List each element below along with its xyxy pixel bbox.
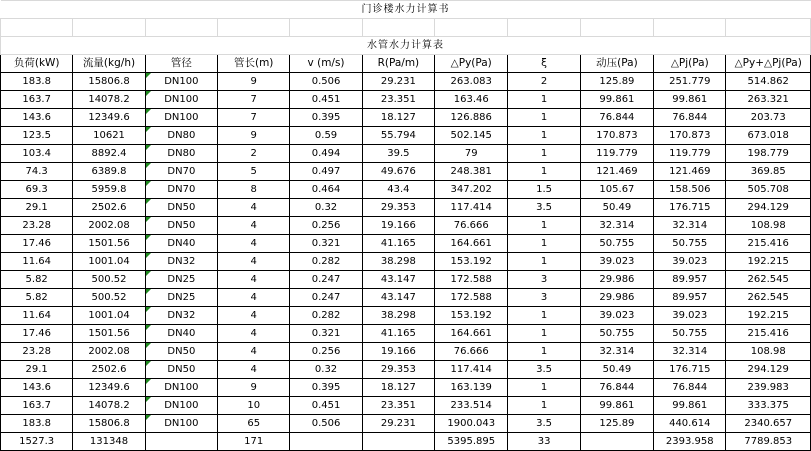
cell-xi[interactable]: 1 — [508, 397, 580, 415]
cell-pipe-length[interactable]: 4 — [218, 325, 290, 343]
cell-total[interactable]: 514.862 — [726, 73, 811, 91]
table-row — [1, 379, 811, 397]
cell-pipe-size[interactable]: DN25 — [145, 289, 217, 307]
cell-load[interactable]: 103.4 — [1, 145, 73, 163]
cell-flow[interactable]: 2502.6 — [73, 361, 145, 379]
header-dpj[interactable]: △Pj(Pa) — [654, 55, 726, 73]
cell-dynamic-pressure[interactable]: 32.314 — [580, 217, 653, 235]
cell-load[interactable]: 183.8 — [1, 415, 73, 433]
cell-load[interactable]: 5.82 — [1, 289, 73, 307]
cell-dpj[interactable]: 170.873 — [654, 127, 726, 145]
cell-flow[interactable]: 8892.4 — [73, 145, 145, 163]
header-velocity[interactable]: v (m/s) — [290, 55, 362, 73]
cell-flow[interactable]: 2002.08 — [73, 343, 145, 361]
cell-xi[interactable]: 1 — [508, 127, 580, 145]
cell-pipe-length[interactable]: 9 — [218, 73, 290, 91]
cell-friction[interactable]: 43.4 — [362, 181, 434, 199]
cell-dynamic-pressure[interactable]: 119.779 — [580, 145, 653, 163]
cell-total[interactable]: 505.708 — [726, 181, 811, 199]
cell-xi[interactable]: 1 — [508, 109, 580, 127]
table-row — [1, 289, 811, 307]
cell-velocity[interactable]: 0.395 — [290, 109, 362, 127]
cell-load[interactable]: 17.46 — [1, 325, 73, 343]
cell-xi[interactable]: 1 — [508, 379, 580, 397]
total-flow[interactable]: 131348 — [73, 433, 145, 451]
cell-xi[interactable]: 1 — [508, 163, 580, 181]
cell-pipe-size[interactable]: DN80 — [145, 127, 217, 145]
cell-dpj[interactable]: 76.844 — [654, 379, 726, 397]
cell-flow[interactable]: 500.52 — [73, 289, 145, 307]
cell-velocity[interactable]: 0.451 — [290, 91, 362, 109]
cell-pipe-size[interactable]: DN40 — [145, 325, 217, 343]
header-total[interactable]: △Py+△Pj(Pa) — [726, 55, 811, 73]
cell-dpj[interactable]: 39.023 — [654, 307, 726, 325]
cell-flow[interactable]: 14078.2 — [73, 397, 145, 415]
cell-dpj[interactable]: 32.314 — [654, 343, 726, 361]
cell-friction[interactable]: 43.147 — [362, 289, 434, 307]
cell-pipe-length[interactable]: 4 — [218, 307, 290, 325]
cell-dpy[interactable]: 117.414 — [435, 199, 508, 217]
total-dpj[interactable]: 2393.958 — [654, 433, 726, 451]
cell-dpj[interactable]: 176.715 — [654, 199, 726, 217]
cell-velocity[interactable]: 0.494 — [290, 145, 362, 163]
cell-dpj[interactable]: 32.314 — [654, 217, 726, 235]
cell-pipe-size[interactable]: DN32 — [145, 307, 217, 325]
cell-load[interactable]: 143.6 — [1, 379, 73, 397]
cell-friction[interactable]: 23.351 — [362, 397, 434, 415]
cell-xi[interactable]: 3 — [508, 271, 580, 289]
cell-friction[interactable]: 19.166 — [362, 217, 434, 235]
cell-pipe-length[interactable]: 4 — [218, 235, 290, 253]
cell-total[interactable]: 369.85 — [726, 163, 811, 181]
cell-dynamic-pressure[interactable]: 29.986 — [580, 271, 653, 289]
table-row — [1, 199, 811, 217]
cell-load[interactable]: 11.64 — [1, 307, 73, 325]
cell-dynamic-pressure[interactable]: 32.314 — [580, 343, 653, 361]
cell-dpy[interactable]: 153.192 — [435, 307, 508, 325]
cell-xi[interactable]: 1 — [508, 145, 580, 163]
cell-dpy[interactable]: 163.46 — [435, 91, 508, 109]
cell-load[interactable]: 11.64 — [1, 253, 73, 271]
cell-dpj[interactable]: 89.957 — [654, 289, 726, 307]
cell-flow[interactable]: 500.52 — [73, 271, 145, 289]
cell-flow[interactable]: 15806.8 — [73, 73, 145, 91]
cell-pipe-size[interactable]: DN80 — [145, 145, 217, 163]
table-row — [1, 361, 811, 379]
table-row — [1, 145, 811, 163]
cell-dynamic-pressure[interactable]: 99.861 — [580, 91, 653, 109]
cell-dynamic-pressure[interactable]: 125.89 — [580, 73, 653, 91]
cell-velocity[interactable]: 0.32 — [290, 199, 362, 217]
cell-xi[interactable]: 1 — [508, 307, 580, 325]
table-row — [1, 415, 811, 433]
cell-xi[interactable]: 1 — [508, 325, 580, 343]
cell-dpj[interactable]: 89.957 — [654, 271, 726, 289]
cell-pipe-length[interactable]: 2 — [218, 145, 290, 163]
cell-pipe-length[interactable]: 5 — [218, 163, 290, 181]
cell-pipe-size[interactable]: DN50 — [145, 361, 217, 379]
cell-dpj[interactable]: 50.755 — [654, 325, 726, 343]
table-row — [1, 235, 811, 253]
cell-dpj[interactable]: 39.023 — [654, 253, 726, 271]
cell-dpy[interactable]: 76.666 — [435, 343, 508, 361]
cell-pipe-size[interactable]: DN100 — [145, 91, 217, 109]
cell-pipe-size[interactable]: DN25 — [145, 271, 217, 289]
cell-xi[interactable]: 1.5 — [508, 181, 580, 199]
cell-flow[interactable]: 1001.04 — [73, 307, 145, 325]
cell-dpj[interactable]: 50.755 — [654, 235, 726, 253]
cell-pipe-size[interactable]: DN70 — [145, 181, 217, 199]
cell-friction[interactable]: 39.5 — [362, 145, 434, 163]
cell-pipe-length[interactable]: 7 — [218, 109, 290, 127]
cell-dynamic-pressure[interactable]: 99.861 — [580, 397, 653, 415]
cell-dpj[interactable]: 99.861 — [654, 397, 726, 415]
cell-velocity[interactable]: 0.256 — [290, 343, 362, 361]
cell-velocity[interactable]: 0.256 — [290, 217, 362, 235]
cell-dpj[interactable]: 76.844 — [654, 109, 726, 127]
cell-velocity[interactable]: 0.395 — [290, 379, 362, 397]
cell-pipe-length[interactable]: 4 — [218, 217, 290, 235]
cell-friction[interactable]: 18.127 — [362, 109, 434, 127]
cell-pipe-size[interactable]: DN100 — [145, 73, 217, 91]
cell-total[interactable]: 262.545 — [726, 271, 811, 289]
cell-dpy[interactable]: 117.414 — [435, 361, 508, 379]
cell-pipe-size[interactable]: DN50 — [145, 343, 217, 361]
cell-dynamic-pressure[interactable]: 121.469 — [580, 163, 653, 181]
cell-pipe-size[interactable]: DN50 — [145, 199, 217, 217]
cell-pipe-length[interactable]: 4 — [218, 343, 290, 361]
cell-friction[interactable]: 38.298 — [362, 307, 434, 325]
table-row — [1, 307, 811, 325]
table-row — [1, 127, 811, 145]
cell-friction[interactable]: 38.298 — [362, 253, 434, 271]
header-load[interactable]: 负荷(kW) — [1, 55, 73, 73]
cell-flow[interactable]: 12349.6 — [73, 109, 145, 127]
cell-dpy[interactable]: 1900.043 — [435, 415, 508, 433]
cell-friction[interactable]: 29.353 — [362, 199, 434, 217]
cell-velocity[interactable]: 0.282 — [290, 307, 362, 325]
cell-velocity[interactable]: 0.321 — [290, 325, 362, 343]
cell-dpy[interactable]: 172.588 — [435, 289, 508, 307]
cell-dynamic-pressure[interactable]: 29.986 — [580, 289, 653, 307]
header-dpy[interactable]: △Py(Pa) — [435, 55, 508, 73]
table-row — [1, 343, 811, 361]
cell-load[interactable]: 163.7 — [1, 397, 73, 415]
cell-dynamic-pressure[interactable]: 76.844 — [580, 379, 653, 397]
cell-total[interactable]: 215.416 — [726, 235, 811, 253]
cell-velocity[interactable]: 0.32 — [290, 361, 362, 379]
cell-load[interactable]: 163.7 — [1, 91, 73, 109]
header-dynamic-pressure[interactable]: 动压(Pa) — [580, 55, 653, 73]
cell-load[interactable]: 69.3 — [1, 181, 73, 199]
cell-pipe-length[interactable]: 65 — [218, 415, 290, 433]
cell-dpj[interactable]: 158.506 — [654, 181, 726, 199]
cell-dynamic-pressure[interactable]: 105.67 — [580, 181, 653, 199]
cell-total[interactable]: 294.129 — [726, 199, 811, 217]
cell-velocity[interactable]: 0.247 — [290, 289, 362, 307]
cell-flow[interactable]: 15806.8 — [73, 415, 145, 433]
header-friction[interactable]: R(Pa/m) — [362, 55, 434, 73]
cell-flow[interactable]: 1501.56 — [73, 325, 145, 343]
cell-xi[interactable]: 2 — [508, 73, 580, 91]
cell-pipe-length[interactable]: 8 — [218, 181, 290, 199]
total-pipe-length[interactable]: 171 — [218, 433, 290, 451]
table-row — [1, 73, 811, 91]
cell-pipe-size[interactable]: DN100 — [145, 379, 217, 397]
cell-dpy[interactable]: 164.661 — [435, 325, 508, 343]
cell-pipe-length[interactable]: 9 — [218, 127, 290, 145]
cell-xi[interactable]: 1 — [508, 91, 580, 109]
total-total[interactable]: 7789.853 — [726, 433, 811, 451]
cell-load[interactable]: 23.28 — [1, 343, 73, 361]
cell-dpy[interactable]: 172.588 — [435, 271, 508, 289]
cell-velocity[interactable]: 0.506 — [290, 415, 362, 433]
header-row — [1, 55, 811, 73]
cell-friction[interactable]: 55.794 — [362, 127, 434, 145]
cell-friction[interactable]: 43.147 — [362, 271, 434, 289]
cell-dpy[interactable]: 153.192 — [435, 253, 508, 271]
cell-total[interactable]: 215.416 — [726, 325, 811, 343]
total-load[interactable]: 1527.3 — [1, 433, 73, 451]
cell-total[interactable]: 2340.657 — [726, 415, 811, 433]
cell-pipe-size[interactable]: DN70 — [145, 163, 217, 181]
cell-dpj[interactable]: 251.779 — [654, 73, 726, 91]
table-row — [1, 397, 811, 415]
cell-pipe-length[interactable]: 4 — [218, 361, 290, 379]
cell-load[interactable]: 5.82 — [1, 271, 73, 289]
cell-flow[interactable]: 6389.8 — [73, 163, 145, 181]
cell-dpj[interactable]: 99.861 — [654, 91, 726, 109]
cell-total[interactable]: 203.73 — [726, 109, 811, 127]
cell-xi[interactable]: 3 — [508, 289, 580, 307]
header-pipe-length[interactable]: 管长(m) — [218, 55, 290, 73]
cell-friction[interactable]: 29.353 — [362, 361, 434, 379]
cell-flow[interactable]: 2502.6 — [73, 199, 145, 217]
cell-load[interactable]: 23.28 — [1, 217, 73, 235]
cell-total[interactable]: 673.018 — [726, 127, 811, 145]
cell-dpj[interactable]: 176.715 — [654, 361, 726, 379]
cell-flow[interactable]: 5959.8 — [73, 181, 145, 199]
header-flow[interactable]: 流量(kg/h) — [73, 55, 145, 73]
cell-dpy[interactable]: 347.202 — [435, 181, 508, 199]
cell-load[interactable]: 183.8 — [1, 73, 73, 91]
cell-load[interactable]: 29.1 — [1, 361, 73, 379]
cell-total[interactable]: 108.98 — [726, 217, 811, 235]
cell-velocity[interactable]: 0.321 — [290, 235, 362, 253]
cell-pipe-length[interactable]: 4 — [218, 253, 290, 271]
cell-dpy[interactable]: 248.381 — [435, 163, 508, 181]
total-dpy[interactable]: 5395.895 — [435, 433, 508, 451]
cell-pipe-length[interactable]: 9 — [218, 379, 290, 397]
cell-total[interactable]: 262.545 — [726, 289, 811, 307]
cell-velocity[interactable]: 0.59 — [290, 127, 362, 145]
sheet-title[interactable]: 门诊楼水力计算书 — [1, 1, 811, 19]
table-row — [1, 217, 811, 235]
cell-xi[interactable]: 3.5 — [508, 415, 580, 433]
cell-load[interactable]: 29.1 — [1, 199, 73, 217]
cell-friction[interactable]: 49.676 — [362, 163, 434, 181]
cell-pipe-size[interactable]: DN100 — [145, 397, 217, 415]
cell-dynamic-pressure[interactable]: 76.844 — [580, 109, 653, 127]
cell-xi[interactable]: 1 — [508, 253, 580, 271]
cell-dpy[interactable]: 164.661 — [435, 235, 508, 253]
table-row — [1, 325, 811, 343]
cell-velocity[interactable]: 0.506 — [290, 73, 362, 91]
cell-dynamic-pressure[interactable]: 39.023 — [580, 307, 653, 325]
table-row — [1, 109, 811, 127]
cell-pipe-length[interactable]: 7 — [218, 91, 290, 109]
cell-xi[interactable]: 3.5 — [508, 199, 580, 217]
cell-dpy[interactable]: 502.145 — [435, 127, 508, 145]
cell-dynamic-pressure[interactable]: 170.873 — [580, 127, 653, 145]
cell-pipe-length[interactable]: 4 — [218, 271, 290, 289]
cell-pipe-size[interactable]: DN32 — [145, 253, 217, 271]
cell-total[interactable]: 239.983 — [726, 379, 811, 397]
cell-dpy[interactable]: 163.139 — [435, 379, 508, 397]
cell-dynamic-pressure[interactable]: 125.89 — [580, 415, 653, 433]
cell-dynamic-pressure[interactable]: 39.023 — [580, 253, 653, 271]
cell-total[interactable]: 192.215 — [726, 253, 811, 271]
cell-flow[interactable]: 1501.56 — [73, 235, 145, 253]
cell-friction[interactable]: 23.351 — [362, 91, 434, 109]
cell-total[interactable]: 198.779 — [726, 145, 811, 163]
cell-xi[interactable]: 1 — [508, 235, 580, 253]
table-row — [1, 253, 811, 271]
cell-pipe-length[interactable]: 4 — [218, 289, 290, 307]
cell-dpy[interactable]: 76.666 — [435, 217, 508, 235]
cell-total[interactable]: 294.129 — [726, 361, 811, 379]
total-xi[interactable]: 33 — [508, 433, 580, 451]
header-pipe-size[interactable]: 管径 — [145, 55, 217, 73]
table-subtitle[interactable]: 水管水力计算表 — [1, 37, 811, 55]
cell-flow[interactable]: 10621 — [73, 127, 145, 145]
cell-pipe-length[interactable]: 10 — [218, 397, 290, 415]
cell-total[interactable]: 263.321 — [726, 91, 811, 109]
cell-friction[interactable]: 41.165 — [362, 325, 434, 343]
totals-row — [1, 433, 811, 451]
total-velocity[interactable] — [290, 433, 362, 451]
cell-xi[interactable]: 1 — [508, 217, 580, 235]
cell-total[interactable]: 108.98 — [726, 343, 811, 361]
table-row — [1, 181, 811, 199]
cell-dynamic-pressure[interactable]: 50.755 — [580, 235, 653, 253]
cell-dpy[interactable]: 126.886 — [435, 109, 508, 127]
cell-dpj[interactable]: 440.614 — [654, 415, 726, 433]
cell-velocity[interactable]: 0.464 — [290, 181, 362, 199]
cell-dpj[interactable]: 121.469 — [654, 163, 726, 181]
cell-load[interactable]: 123.5 — [1, 127, 73, 145]
table-row — [1, 271, 811, 289]
cell-dynamic-pressure[interactable]: 50.755 — [580, 325, 653, 343]
cell-dpy[interactable]: 233.514 — [435, 397, 508, 415]
total-friction[interactable] — [362, 433, 434, 451]
cell-friction[interactable]: 19.166 — [362, 343, 434, 361]
cell-total[interactable]: 333.375 — [726, 397, 811, 415]
cell-velocity[interactable]: 0.451 — [290, 397, 362, 415]
cell-load[interactable]: 143.6 — [1, 109, 73, 127]
cell-load[interactable]: 74.3 — [1, 163, 73, 181]
cell-pipe-size[interactable]: DN100 — [145, 415, 217, 433]
table-row — [1, 91, 811, 109]
cell-velocity[interactable]: 0.497 — [290, 163, 362, 181]
cell-friction[interactable]: 18.127 — [362, 379, 434, 397]
cell-velocity[interactable]: 0.282 — [290, 253, 362, 271]
total-pipe-size[interactable] — [145, 433, 217, 451]
cell-xi[interactable]: 3.5 — [508, 361, 580, 379]
header-xi[interactable]: ξ — [508, 55, 580, 73]
table-row — [1, 163, 811, 181]
cell-flow[interactable]: 14078.2 — [73, 91, 145, 109]
cell-friction[interactable]: 29.231 — [362, 73, 434, 91]
total-dynamic-pressure[interactable] — [580, 433, 653, 451]
cell-pipe-size[interactable]: DN50 — [145, 217, 217, 235]
cell-pipe-size[interactable]: DN40 — [145, 235, 217, 253]
cell-dynamic-pressure[interactable]: 50.49 — [580, 199, 653, 217]
blank-row — [1, 19, 811, 37]
cell-xi[interactable]: 1 — [508, 343, 580, 361]
cell-friction[interactable]: 29.231 — [362, 415, 434, 433]
cell-flow[interactable]: 1001.04 — [73, 253, 145, 271]
cell-pipe-length[interactable]: 4 — [218, 199, 290, 217]
cell-friction[interactable]: 41.165 — [362, 235, 434, 253]
cell-load[interactable]: 17.46 — [1, 235, 73, 253]
cell-dpy[interactable]: 79 — [435, 145, 508, 163]
cell-dynamic-pressure[interactable]: 50.49 — [580, 361, 653, 379]
cell-pipe-size[interactable]: DN100 — [145, 109, 217, 127]
cell-dpj[interactable]: 119.779 — [654, 145, 726, 163]
cell-velocity[interactable]: 0.247 — [290, 271, 362, 289]
cell-flow[interactable]: 2002.08 — [73, 217, 145, 235]
cell-total[interactable]: 192.215 — [726, 307, 811, 325]
cell-flow[interactable]: 12349.6 — [73, 379, 145, 397]
cell-dpy[interactable]: 263.083 — [435, 73, 508, 91]
